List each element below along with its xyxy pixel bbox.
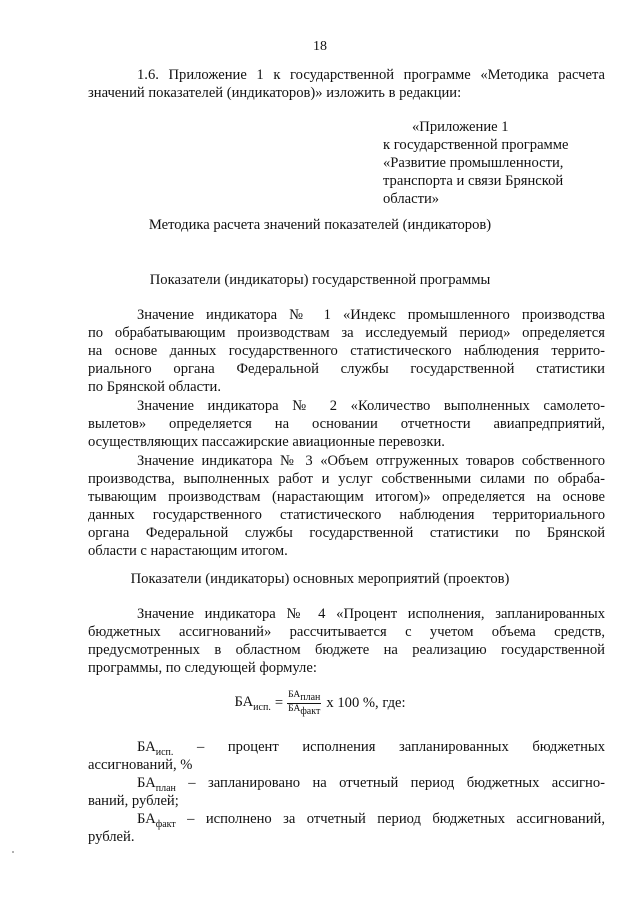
def-3-line-2: рублей. <box>88 829 135 845</box>
p4-line-1: Значение индикатора № 4 «Процент исполнения, запланированных <box>137 606 605 622</box>
intro-line-2: значений показателей (индикаторов)» изложить в редакции: <box>88 85 462 101</box>
formula <box>0 683 640 723</box>
def-1-line-2: ассигнований, % <box>88 757 193 773</box>
p1-line-2: по обрабатывающим производствам за исследуемый период» определяется <box>88 325 605 341</box>
p1-line-4: риального органа Федеральной службы государственной статистики <box>88 361 605 377</box>
intro-line-1: 1.6. Приложение 1 к государственной программе «Методика расчета <box>137 67 605 83</box>
scan-speck <box>12 851 14 853</box>
appendix-line-1: «Приложение 1 <box>412 119 509 135</box>
formula-equals: = <box>274 694 284 711</box>
p4-line-3: предусмотренных в областном бюджете на реализацию государственной <box>88 642 605 658</box>
p1-line-5: по Брянской области. <box>88 379 221 395</box>
def-3-line-1: $БА_{факт}$ – исполнено за отчетный период бюджетных ассигнований, <box>137 811 605 830</box>
appendix-line-3: «Развитие промышленности, <box>383 155 564 171</box>
p3-line-4: данных государственного статистического наблюдения территориального <box>88 507 605 523</box>
def-2-line-1: $БА_{план}$ – запланировано на отчетный период бюджетных ассигно- <box>137 775 605 794</box>
doc-title: Методика расчета значений показателей (индикаторов) <box>148 217 492 233</box>
p1-line-3: на основе данных государственного статистического наблюдения террито- <box>88 343 605 359</box>
p2-line-2: вылетов» определяется на основании отчетности авиапредприятий, <box>88 416 605 432</box>
appendix-line-4: транспорта и связи Брянской <box>383 173 564 189</box>
formula-lhs: $БА_{исп.}$ <box>234 693 271 713</box>
def-1-line-1: $БА_{исп.}$ – процент исполнения запланированных бюджетных <box>137 739 605 758</box>
p4-line-4: программы, по следующей формуле: <box>88 660 317 676</box>
p3-line-3: тывающим производствам (нарастающим итогом)» определяется на основе <box>88 489 605 505</box>
p3-line-1: Значение индикатора № 3 «Объем отгруженных товаров собственного <box>137 453 605 469</box>
p2-line-1: Значение индикатора № 2 «Количество выполненных самолето- <box>137 398 605 414</box>
formula-denominator: $БА_{факт}$ <box>288 703 321 717</box>
appendix-line-5: области» <box>383 191 440 207</box>
p3-line-6: области с нарастающим итогом. <box>88 543 288 559</box>
section-heading-2: Показатели (индикаторы) основных мероприятий (проектов) <box>130 571 510 587</box>
p1-line-1: Значение индикатора № 1 «Индекс промышленного производства <box>137 307 605 323</box>
p4-line-2: бюджетных ассигнований» рассчитывается с учетом объема средств, <box>88 624 605 640</box>
page-number: 18 <box>313 39 327 54</box>
formula-tail: х 100 %, где: <box>326 694 406 711</box>
section-heading-1: Показатели (индикаторы) государственной программы <box>149 272 491 288</box>
def-2-line-2: ваний, рублей; <box>88 793 179 809</box>
appendix-line-2: к государственной программе <box>383 137 569 153</box>
formula-fraction <box>287 690 321 717</box>
p3-line-5: органа Федеральной службы государственной статистики по Брянской <box>88 525 605 541</box>
formula-numerator: $БА_{план}$ <box>288 689 321 703</box>
p2-line-3: осуществляющих пассажирские авиационные перевозки. <box>88 434 445 450</box>
p3-line-2: производства, выполненных работ и услуг собственными силами по обраба- <box>88 471 605 487</box>
